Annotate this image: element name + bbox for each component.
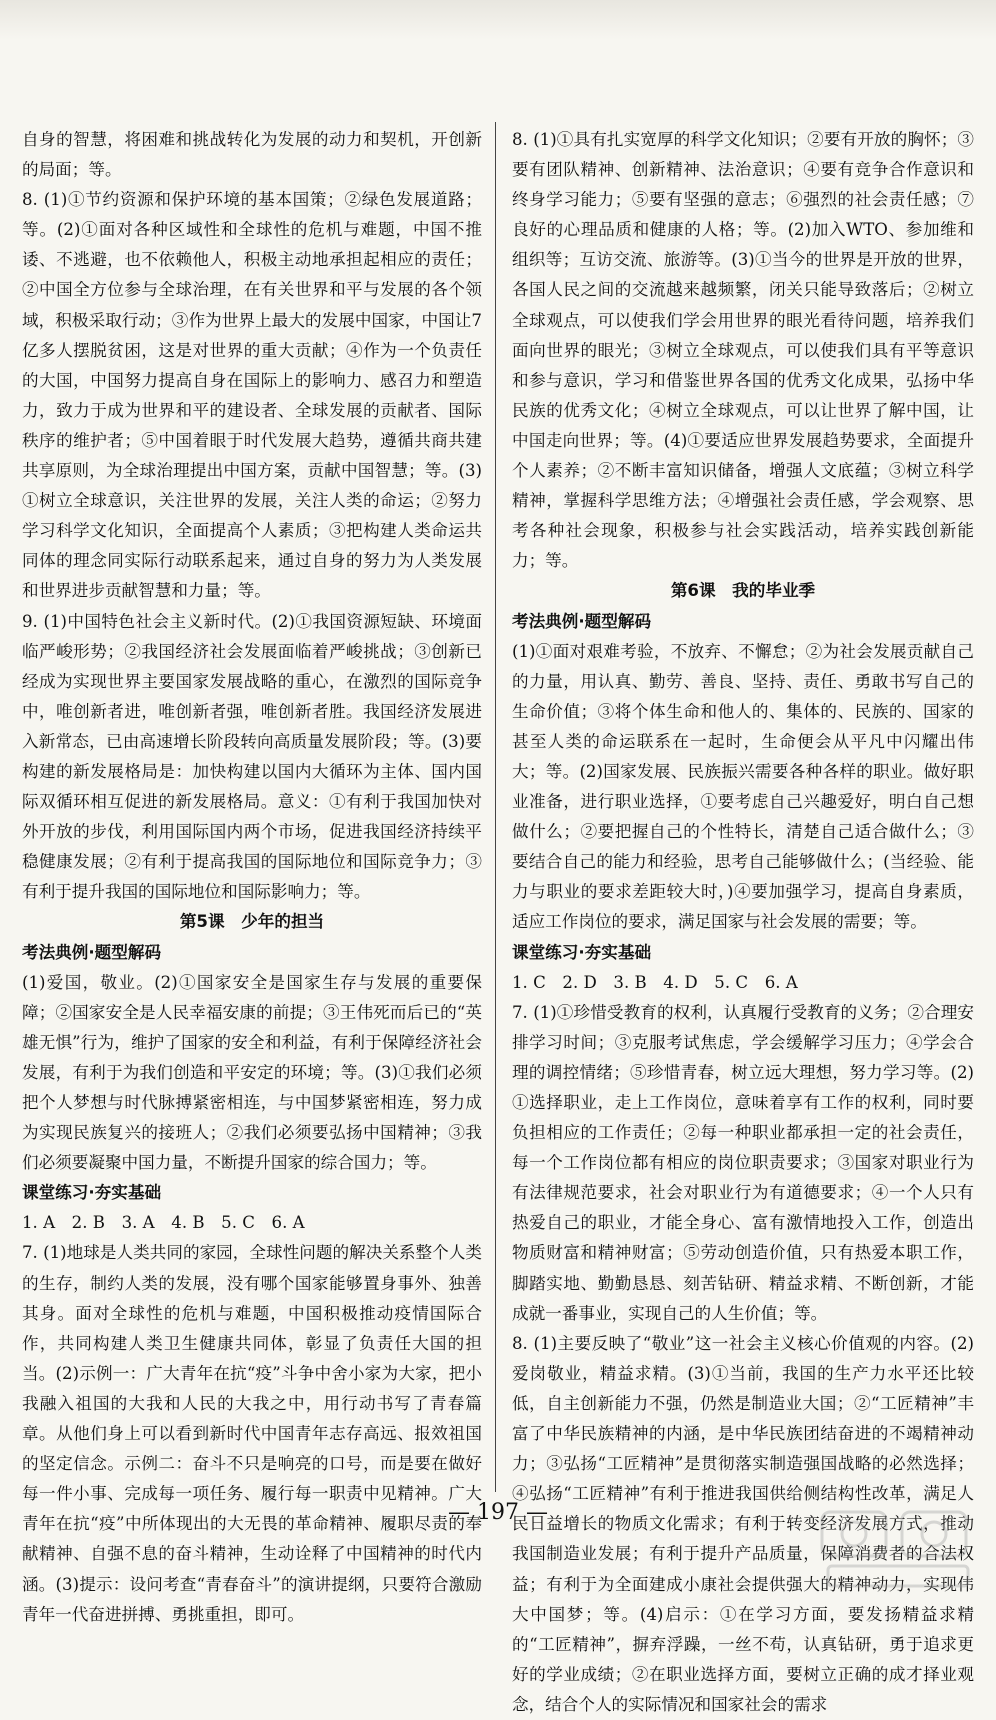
answer-paragraph: 7. (1)①珍惜受教育的权利，认真履行受教育的义务；②合理安排学习时间；③克服考试焦虑，学会缓解学习压力；④学会合理的调控情绪；⑤珍惜青春，树立远大理想，努力学习等。(2)①选择职业，走上工作岗位，意味着享有工作的权利，同时要负担相应的工作责任；②每一种职业都承担一定的社会责任，每一个工作岗位都有相应的岗位职责要求；③国家对职业行为有法律规范要求，社会对职业行为有道德要求；④一个人只有热爱自己的职业，才能全身心、富有激情地投入工作，创造出物质财富和精神财富；⑤劳动创造价值，只有热爱本职工作，脚踏实地、勤勤恳恳、刻苦钻研、精益求精、不断创新，才能成就一番事业，实现自己的人生价值；等。 xyxy=(512,1002,974,1323)
section-heading: 考法典例·题型解码 xyxy=(512,611,652,631)
answer-paragraph: 1. C 2. D 3. B 4. D 5. C 6. A xyxy=(512,972,798,992)
lesson-heading: 第5课 少年的担当 xyxy=(179,912,325,932)
page-number: — 197 — xyxy=(448,1500,548,1525)
answer-paragraph: 1. A 2. B 3. A 4. B 5. C 6. A xyxy=(22,1213,305,1233)
section-heading: 考法典例·题型解码 xyxy=(22,942,162,962)
watermark-logo xyxy=(818,1506,978,1594)
answer-paragraph: 7. (1)地球是人类共同的家园，全球性问题的解决关系整个人类的生存，制约人类的发展，没有哪个国家能够置身事外、独善其身。面对全球性的危机与难题，中国积极推动疫情国际合作，共同构建人类卫生健康共同体，彰显了负责任大国的担当。(2)示例一：广大青年在抗“疫”斗争中舍小家为大家，把小我融入祖国的大我和人民的大我之中，用行动书写了青春篇章。从他们身上可以看到新时代中国青年志存高远、报效祖国的坚定信念。示例二：奋斗不只是响亮的口号，而是要在做好每一件小事、完成每一项任务、履行每一职责中见精神。广大青年在抗“疫”中所体现出的大无畏的革命精神、履职尽责的奉献精神、自强不息的奋斗精神，生动诠释了中国精神的时代内涵。(3)提示：设问考查“青春奋斗”的演讲提纲，只要符合激励青年一代奋进拼搏、勇挑重担，即可。 xyxy=(22,1243,482,1624)
answer-paragraph: 8. (1)①具有扎实宽厚的科学文化知识；②要有开放的胸怀；③要有团队精神、创新精神、法治意识；④要有竞争合作意识和终身学习能力；⑤要有坚强的意志；⑥强烈的社会责任感；⑦良好的心理品质和健康的人格；等。(2)加入WTO、参加维和组织等；互访交流、旅游等。(3)①当今的世界是开放的世界，各国人民之间的交流越来越频繁，闭关只能导致落后；②树立全球观点，可以使我们学会用世界的眼光看待问题，培养我们面向世界的眼光；③树立全球观点，可以使我们具有平等意识和参与意识，学习和借鉴世界各国的优秀文化成果，弘扬中华民族的优秀文化；④树立全球观点，可以让世界了解中国，让中国走向世界；等。(4)①要适应世界发展趋势要求，全面提升个人素养；②不断丰富知识储备，增强人文底蕴；③树立科学精神，掌握科学思维方法；④增强社会责任感，学会观察、思考各种社会现象，积极参与社会实践活动，培养实践创新能力；等。 xyxy=(512,130,974,571)
section-heading: 课堂练习·夯实基础 xyxy=(22,1183,162,1203)
column-divider xyxy=(495,122,496,1492)
answer-paragraph: (1)爱国，敬业。(2)①国家安全是国家生存与发展的重要保障；②国家安全是人民幸福安康的前提；③王伟死而后已的“英雄无惧”行为，维护了国家的安全和利益，有利于保障经济社会发展，有利于为我们创造和平安定的环境；等。(3)①我们必须把个人梦想与时代脉搏紧密相连，与中国梦紧密相连，努力成为实现民族复兴的接班人；②我们必须要弘扬中国精神；③我们必须要凝聚中国力量，不断提升国家的综合国力；等。 xyxy=(22,972,482,1173)
lesson-heading: 第6课 我的毕业季 xyxy=(670,581,816,601)
answer-paragraph: (1)①面对艰难考验，不放弃、不懈怠；②为社会发展贡献自己的力量，用认真、勤劳、善良、坚持、责任、勇敢书写自己的生命价值；③将个体生命和他人的、集体的、民族的、国家的甚至人类的命运联系在一起时，生命便会从平凡中闪耀出伟大；等。(2)国家发展、民族振兴需要各种各样的职业。做好职业准备，进行职业选择，①要考虑自己兴趣爱好，明白自己想做什么；②要把握自己的个性特长，清楚自己适合做什么；③要结合自己的能力和经验，思考自己能够做什么；(当经验、能力与职业的要求差距较大时，)④要加强学习，提高自身素质，适应工作岗位的要求，满足国家与社会发展的需要；等。 xyxy=(512,641,974,932)
section-heading: 课堂练习·夯实基础 xyxy=(512,942,652,962)
answer-paragraph: 8. (1)主要反映了“敬业”这一社会主义核心价值观的内容。(2)爱岗敬业，精益求精。(3)①当前，我国的生产力水平还比较低，自主创新能力不强，仍然是制造业大国；②“工匠精神”丰富了中华民族精神的内涵，是中华民族团结奋进的不竭精神动力；③弘扬“工匠精神”是贯彻落实制造强国战略的必然选择；④弘扬“工匠精神”有利于推进我国供给侧结构性改革，满足人民日益增长的物质文化需求；有利于转变经济发展方式，推动我国制造业发展；有利于提升产品质量，保障消费者的合法权益；有利于为全面建成小康社会提供强大的精神动力，实现伟大中国梦；等。(4)启示：①在学习方面，要发扬精益求精的“工匠精神”，摒弃浮躁，一丝不苟，认真钻研，勇于追求更好的学业成绩；②在职业选择方面，要树立正确的成才择业观念，结合个人的实际情况和国家社会的需求 xyxy=(512,1333,974,1714)
left-column xyxy=(22,125,482,1630)
answer-paragraph: 自身的智慧，将困难和挑战转化为发展的动力和契机，开创新的局面；等。 xyxy=(22,130,482,180)
answer-paragraph: 9. (1)中国特色社会主义新时代。(2)①我国资源短缺、环境面临严峻形势；②我国经济社会发展面临着严峻挑战；③创新已经成为实现世界主要国家发展战略的重心，在激烈的国际竞争中，唯创新者进，唯创新者强，唯创新者胜。我国经济发展进入新常态，已由高速增长阶段转向高质量发展阶段；等。(3)要构建的新发展格局是：加快构建以国内大循环为主体、国内国际双循环相互促进的新发展格局。意义：①有利于我国加快对外开放的步伐，利用国际国内两个市场，促进我国经济持续平稳健康发展；②有利于提高我国的国际地位和国际竞争力；③有利于提升我国的国际地位和国际影响力；等。 xyxy=(22,611,482,902)
right-column xyxy=(512,125,974,1720)
answer-paragraph: 8. (1)①节约资源和保护环境的基本国策；②绿色发展道路；等。(2)①面对各种区域性和全球性的危机与难题，中国不推诿、不逃避，也不依赖他人，积极主动地承担起相应的责任；②中国全方位参与全球治理，在有关世界和平与发展的各个领域，积极采取行动；③作为世界上最大的发展中国家，中国让7亿多人摆脱贫困，这是对世界的重大贡献；④作为一个负责任的大国，中国努力提高自身在国际上的影响力、感召力和塑造力，致力于成为世界和平的建设者、全球发展的贡献者、国际秩序的维护者；⑤中国着眼于时代发展大趋势，遵循共商共建共享原则，为全球治理提出中国方案，贡献中国智慧；等。(3)①树立全球意识，关注世界的发展，关注人类的命运；②努力学习科学文化知识，全面提高个人素质；③把构建人类命运共同体的理念同实际行动联系起来，通过自身的努力为人类发展和世界进步贡献智慧和力量；等。 xyxy=(22,190,482,601)
top-scan-edge xyxy=(0,0,996,40)
